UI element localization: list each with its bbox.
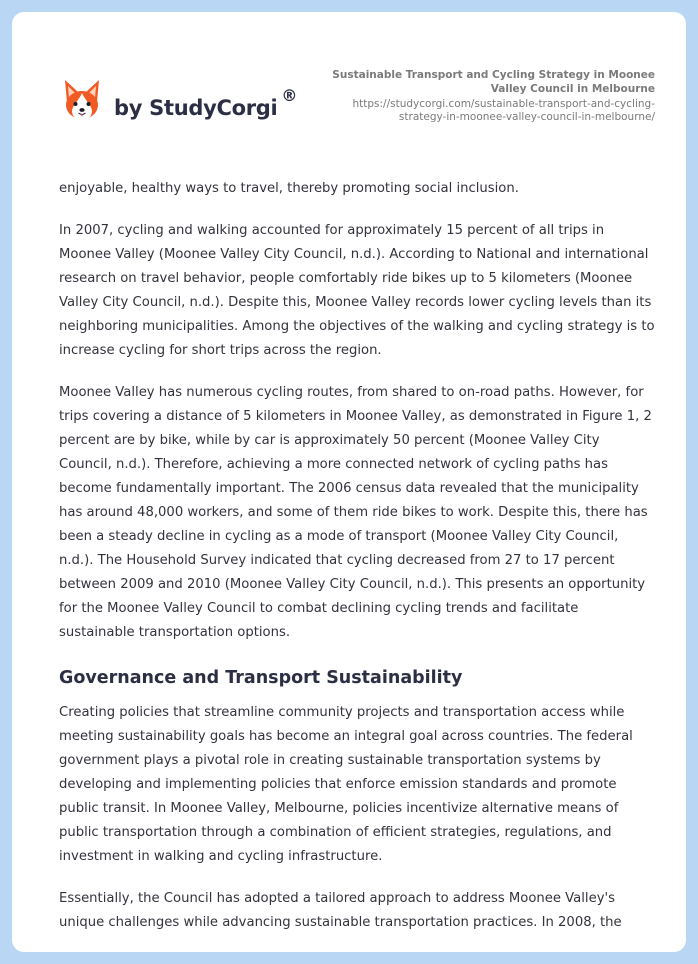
section-heading: Governance and Transport Sustainability — [59, 668, 463, 688]
paragraph-4: Creating policies that streamline community projects and transportation access while meeting sustainability goals has become an integral goal across countries. The federal government plays a pivotal role in creating sustainable transportation systems by developing and implementing policies that enforce emission standards and promote public transit. In Moonee Valley, Melbourne, policies incentivize alternative means of public transportation through a combination of efficient strategies, regulations, and investment in walking and cycling infrastructure. — [59, 705, 633, 864]
paragraph-5: Essentially, the Council has adopted a tailored approach to address Moonee Valley's unique challenges while advancing sustainable transportation practices. In 2008, the — [59, 891, 622, 930]
paragraph-2: In 2007, cycling and walking accounted for approximately 15 percent of all trips in Moonee Valley (Moonee Valley City Council, n.d.). According to National and international research on travel behavior, people comfortably ride bikes up to 5 kilometers (Moonee Valley City Council, n.d.). Despite this, Moonee Valley records lower cycling levels than its neighboring municipalities. Among the objectives of the walking and cycling strategy is to increase cycling for short trips across the region. — [59, 223, 655, 358]
studycorgi-logo[interactable] — [62, 78, 297, 122]
brand-name: by StudyCorgi® — [114, 86, 298, 120]
document-title: Sustainable Transport and Cycling Strategy in Moonee Valley Council in Melbourne — [332, 69, 655, 95]
document-url[interactable]: https://studycorgi.com/sustainable-transport-and-cycling-strategy-in-moonee-valley-council-in-melbourne/ — [352, 98, 655, 123]
article-body — [59, 177, 655, 952]
document-page — [12, 12, 686, 952]
registered-mark: ® — [281, 86, 298, 105]
paragraph-3: Moonee Valley has numerous cycling routes, from shared to on-road paths. However, for trips covering a distance of 5 kilometers in Moonee Valley, as demonstrated in Figure 1, 2 percent are by bike, while by car is approximately 50 percent (Moonee Valley City Council, n.d.). Therefore, achieving a more connected network of cycling paths has become fundamentally important. The 2006 census data revealed that the municipality has around 48,000 workers, and some of them ride bikes to work. Despite this, there has been a steady decline in cycling as a mode of transport (Moonee Valley City Council, n.d.). The Household Survey indicated that cycling decreased from 27 to 17 percent between 2009 and 2010 (Moonee Valley City Council, n.d.). This presents an opportunity for the Moonee Valley Council to combat declining cycling trends and facilitate sustainable transportation options. — [59, 385, 652, 640]
corgi-head-icon — [62, 78, 102, 122]
paragraph-1: enjoyable, healthy ways to travel, thereby promoting social inclusion. — [59, 181, 519, 196]
